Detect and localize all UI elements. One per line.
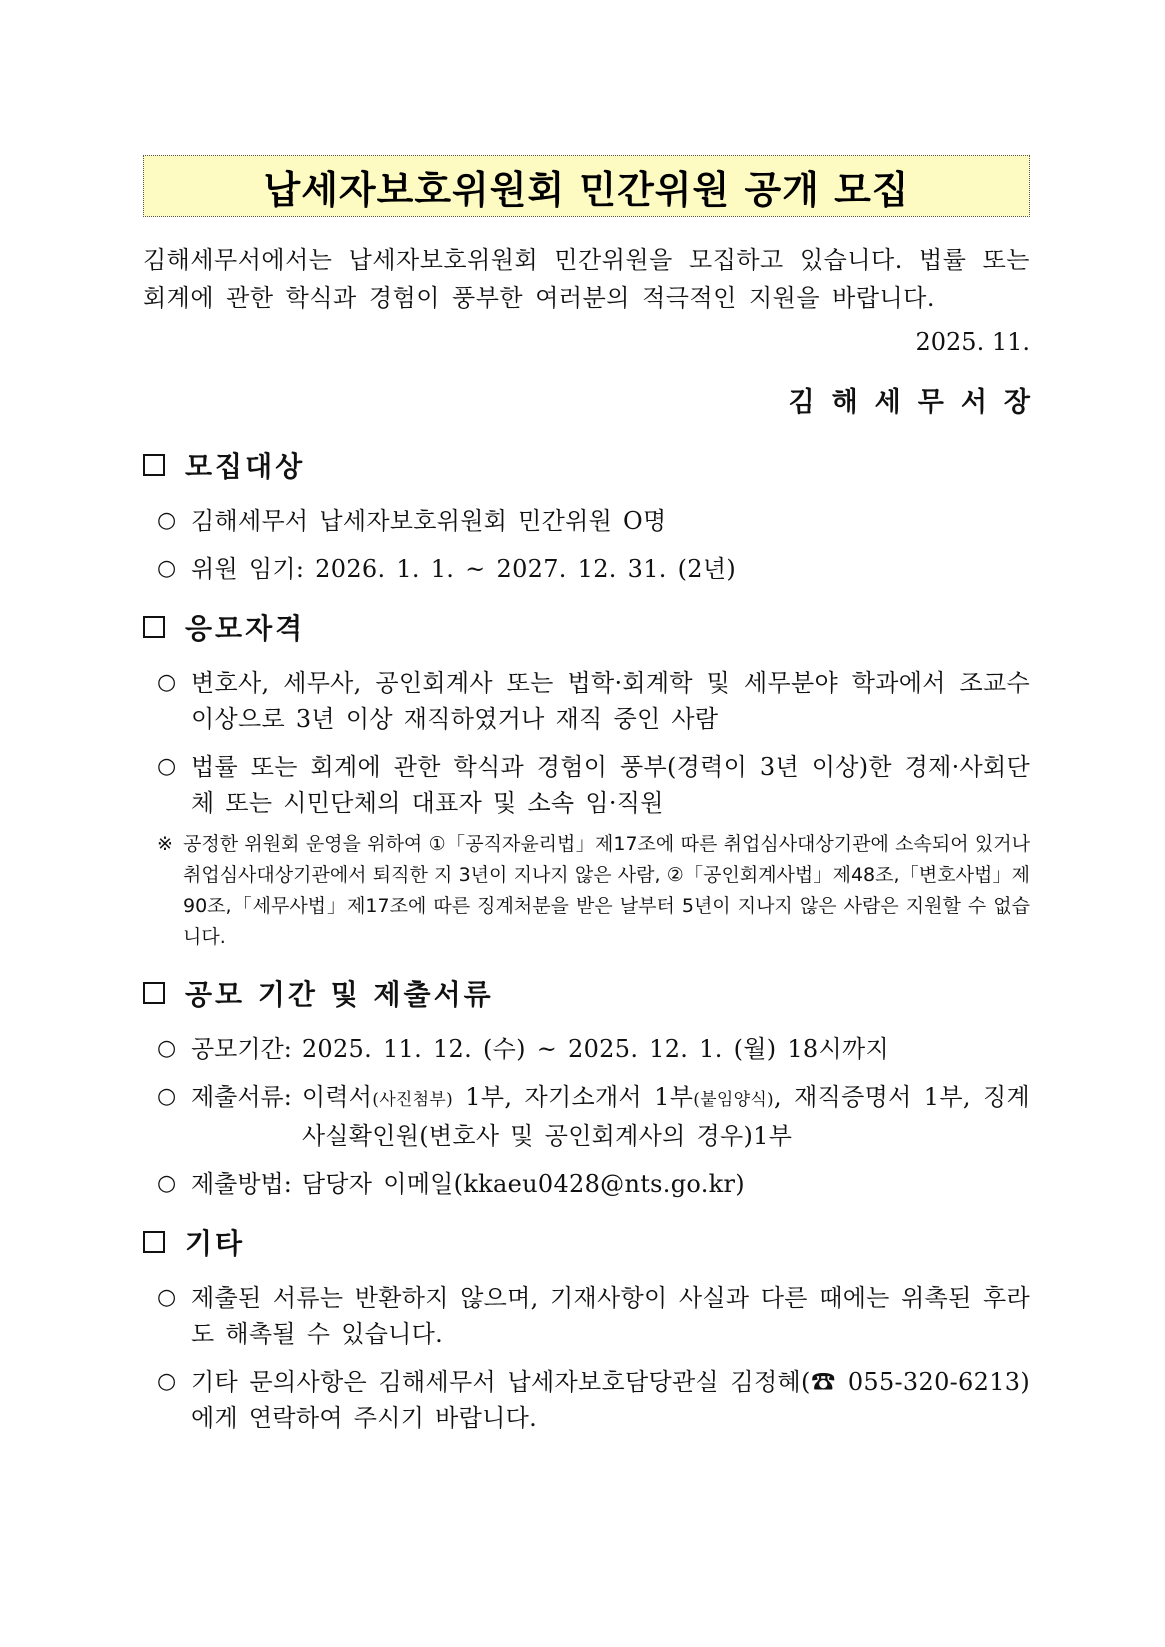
circle-bullet-icon: ○ xyxy=(157,1036,177,1061)
page-title: 납세자보호위원회 민간위원 공개 모집 xyxy=(263,167,910,212)
method-value: 담당자 이메일(kkaeu0428@nts.go.kr) xyxy=(301,1170,745,1198)
intro-paragraph: 김해세무서에서는 납세자보호위원회 민간위원을 모집하고 있습니다. 법률 또는 회계에 관한 학식과 경험이 풍부한 여러분의 적극적인 지원을 바랍니다. xyxy=(143,246,1030,312)
list-item xyxy=(143,665,1030,737)
section-title: 모집대상 xyxy=(185,450,306,483)
list-item xyxy=(143,1031,1030,1067)
section-header xyxy=(143,1216,1030,1268)
docs-note: (붙임양식) xyxy=(693,1090,774,1110)
section-title: 응모자격 xyxy=(185,612,306,645)
circle-bullet-icon: ○ xyxy=(157,754,177,779)
circle-bullet-icon: ○ xyxy=(157,556,177,581)
period-label: 공모기간: xyxy=(191,1035,292,1063)
signer: 김해세무서장 xyxy=(788,387,1047,418)
circle-bullet-icon: ○ xyxy=(157,670,177,695)
circle-bullet-icon: ○ xyxy=(157,508,177,533)
section-qualification xyxy=(143,601,1030,953)
list-item xyxy=(143,503,1030,539)
section-etc xyxy=(143,1216,1030,1436)
item-text: 기타 문의사항은 김해세무서 납세자보호담당관실 김정혜(☎ 055-320-6213)에게 연락하여 주시기 바랍니다. xyxy=(191,1368,1030,1432)
list-item xyxy=(143,1079,1030,1154)
note-mark: ※ xyxy=(157,833,173,855)
circle-bullet-icon: ○ xyxy=(157,1285,177,1310)
section-header xyxy=(143,967,1030,1019)
restriction-note xyxy=(143,829,1030,953)
docs-part: , 재직증명서 1부, 징계사실확인원(변호사 및 공인회계사의 경우)1부 xyxy=(301,1083,1030,1150)
note-text: 공정한 위원회 운영을 위하여 ①「공직자윤리법」제17조에 따른 취업심사대상기관에 소속되어 있거나 취업심사대상기관에서 퇴직한 지 3년이 지나지 않은 사람, ②「공인회계사법」제48조,「변호사법」제90조,「세무사법」제17조에 따른 징계처분을 받은 날부터 5년이 지나지 않은 사람은 지원할 수 없습니다. xyxy=(183,833,1030,948)
item-text: 위원 임기: 2026. 1. 1. ~ 2027. 12. 31. (2년) xyxy=(191,555,737,583)
circle-bullet-icon: ○ xyxy=(157,1171,177,1196)
item-text: 법률 또는 회계에 관한 학식과 경험이 풍부(경력이 3년 이상)한 경제·사회단체 또는 시민단체의 대표자 및 소속 임·직원 xyxy=(191,753,1030,817)
item-text: 제출된 서류는 반환하지 않으며, 기재사항이 사실과 다른 때에는 위촉된 후라도 해촉될 수 있습니다. xyxy=(191,1284,1030,1348)
section-title: 공모 기간 및 제출서류 xyxy=(185,978,494,1011)
docs-note: (사진첨부) xyxy=(372,1090,454,1110)
square-icon xyxy=(143,616,165,638)
docs-part: 이력서 xyxy=(301,1083,373,1111)
list-item xyxy=(143,749,1030,821)
docs-part: 1부, 자기소개서 1부 xyxy=(453,1083,694,1111)
section-target xyxy=(143,439,1030,587)
period-value: 2025. 11. 12. (수) ~ 2025. 12. 1. (월) 18시까지 xyxy=(301,1035,889,1063)
item-text: 변호사, 세무사, 공인회계사 또는 법학·회계학 및 세무분야 학과에서 조교수 이상으로 3년 이상 재직하였거나 재직 중인 사람 xyxy=(191,669,1030,733)
section-title: 기타 xyxy=(185,1227,246,1260)
circle-bullet-icon: ○ xyxy=(157,1084,177,1109)
square-icon xyxy=(143,982,165,1004)
title-box xyxy=(143,155,1030,217)
section-header xyxy=(143,439,1030,491)
docs-value xyxy=(292,1079,1030,1154)
list-item xyxy=(143,1280,1030,1352)
square-icon xyxy=(143,1231,165,1253)
method-label: 제출방법: xyxy=(191,1170,292,1198)
list-item xyxy=(143,551,1030,587)
list-item xyxy=(143,1166,1030,1202)
item-text: 김해세무서 납세자보호위원회 민간위원 O명 xyxy=(191,507,667,535)
announcement-date: 2025. 11. xyxy=(915,328,1030,356)
docs-label: 제출서류: xyxy=(191,1083,292,1111)
list-item xyxy=(143,1364,1030,1436)
section-header xyxy=(143,601,1030,653)
circle-bullet-icon: ○ xyxy=(157,1369,177,1394)
square-icon xyxy=(143,454,165,476)
section-period xyxy=(143,967,1030,1202)
